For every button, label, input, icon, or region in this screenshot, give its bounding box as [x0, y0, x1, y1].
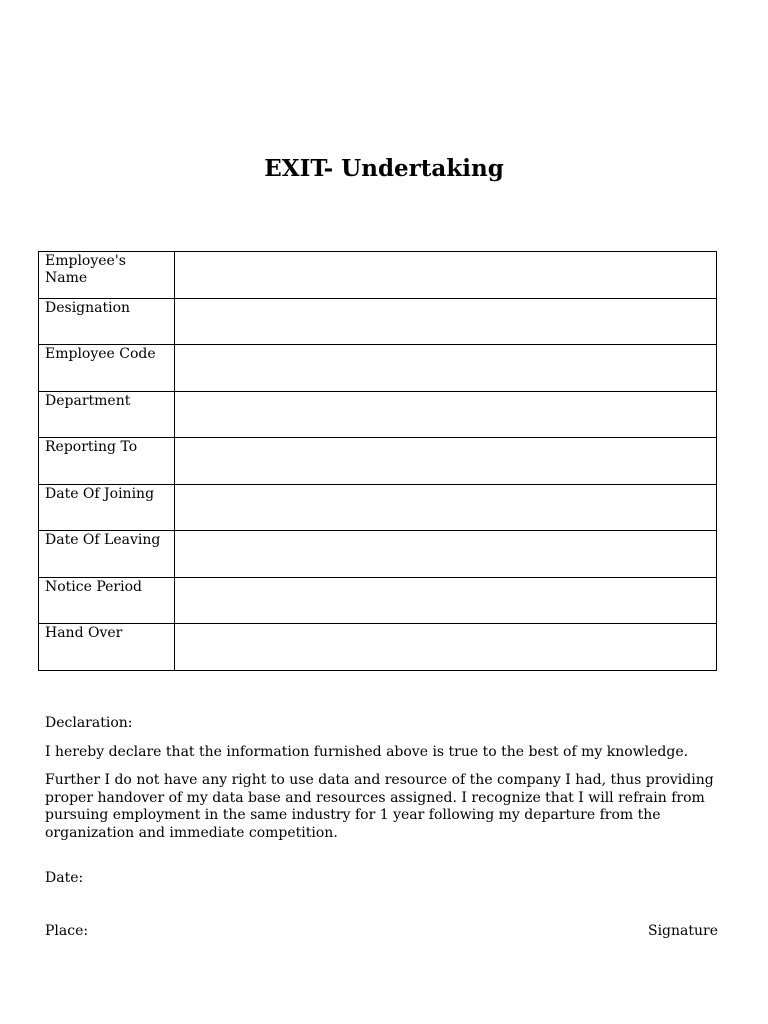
table-row — [39, 531, 717, 578]
row-label-designation: Designation — [39, 298, 175, 345]
row-label-reporting-to: Reporting To — [39, 438, 175, 485]
table-row — [39, 298, 717, 345]
row-label-employee-name: Employee's Name — [39, 252, 175, 299]
table-row — [39, 345, 717, 392]
field-employee-name[interactable] — [175, 252, 717, 299]
table-row — [39, 484, 717, 531]
table-row — [39, 438, 717, 485]
row-label-date-of-joining: Date Of Joining — [39, 484, 175, 531]
row-label-date-of-leaving: Date Of Leaving — [39, 531, 175, 578]
field-date-of-joining[interactable] — [175, 484, 717, 531]
field-employee-code[interactable] — [175, 345, 717, 392]
place-label: Place: — [45, 923, 89, 939]
declaration-heading: Declaration: — [45, 715, 133, 731]
table-row — [39, 577, 717, 624]
signature-label: Signature — [647, 923, 718, 939]
table-row — [39, 624, 717, 671]
field-notice-period[interactable] — [175, 577, 717, 624]
employee-details-table — [38, 251, 717, 671]
row-label-employee-code: Employee Code — [39, 345, 175, 392]
field-department[interactable] — [175, 391, 717, 438]
field-date-of-leaving[interactable] — [175, 531, 717, 578]
field-hand-over[interactable] — [175, 624, 717, 671]
date-label: Date: — [45, 870, 84, 886]
declaration-paragraph: Further I do not have any right to use data and resource of the company I had, thus providing proper handover of my data base and resources assigned. I recognize that I will refrain from pursuing employment in the same industry for 1 year following my departure from the organization and immediate competition. — [45, 772, 714, 841]
table-row — [39, 252, 717, 299]
row-label-department: Department — [39, 391, 175, 438]
field-reporting-to[interactable] — [175, 438, 717, 485]
field-designation[interactable] — [175, 298, 717, 345]
page-title: EXIT- Undertaking — [264, 155, 504, 182]
table-row — [39, 391, 717, 438]
row-label-notice-period: Notice Period — [39, 577, 175, 624]
declaration-statement: I hereby declare that the information furnished above is true to the best of my knowledge. — [45, 744, 689, 760]
row-label-hand-over: Hand Over — [39, 624, 175, 671]
